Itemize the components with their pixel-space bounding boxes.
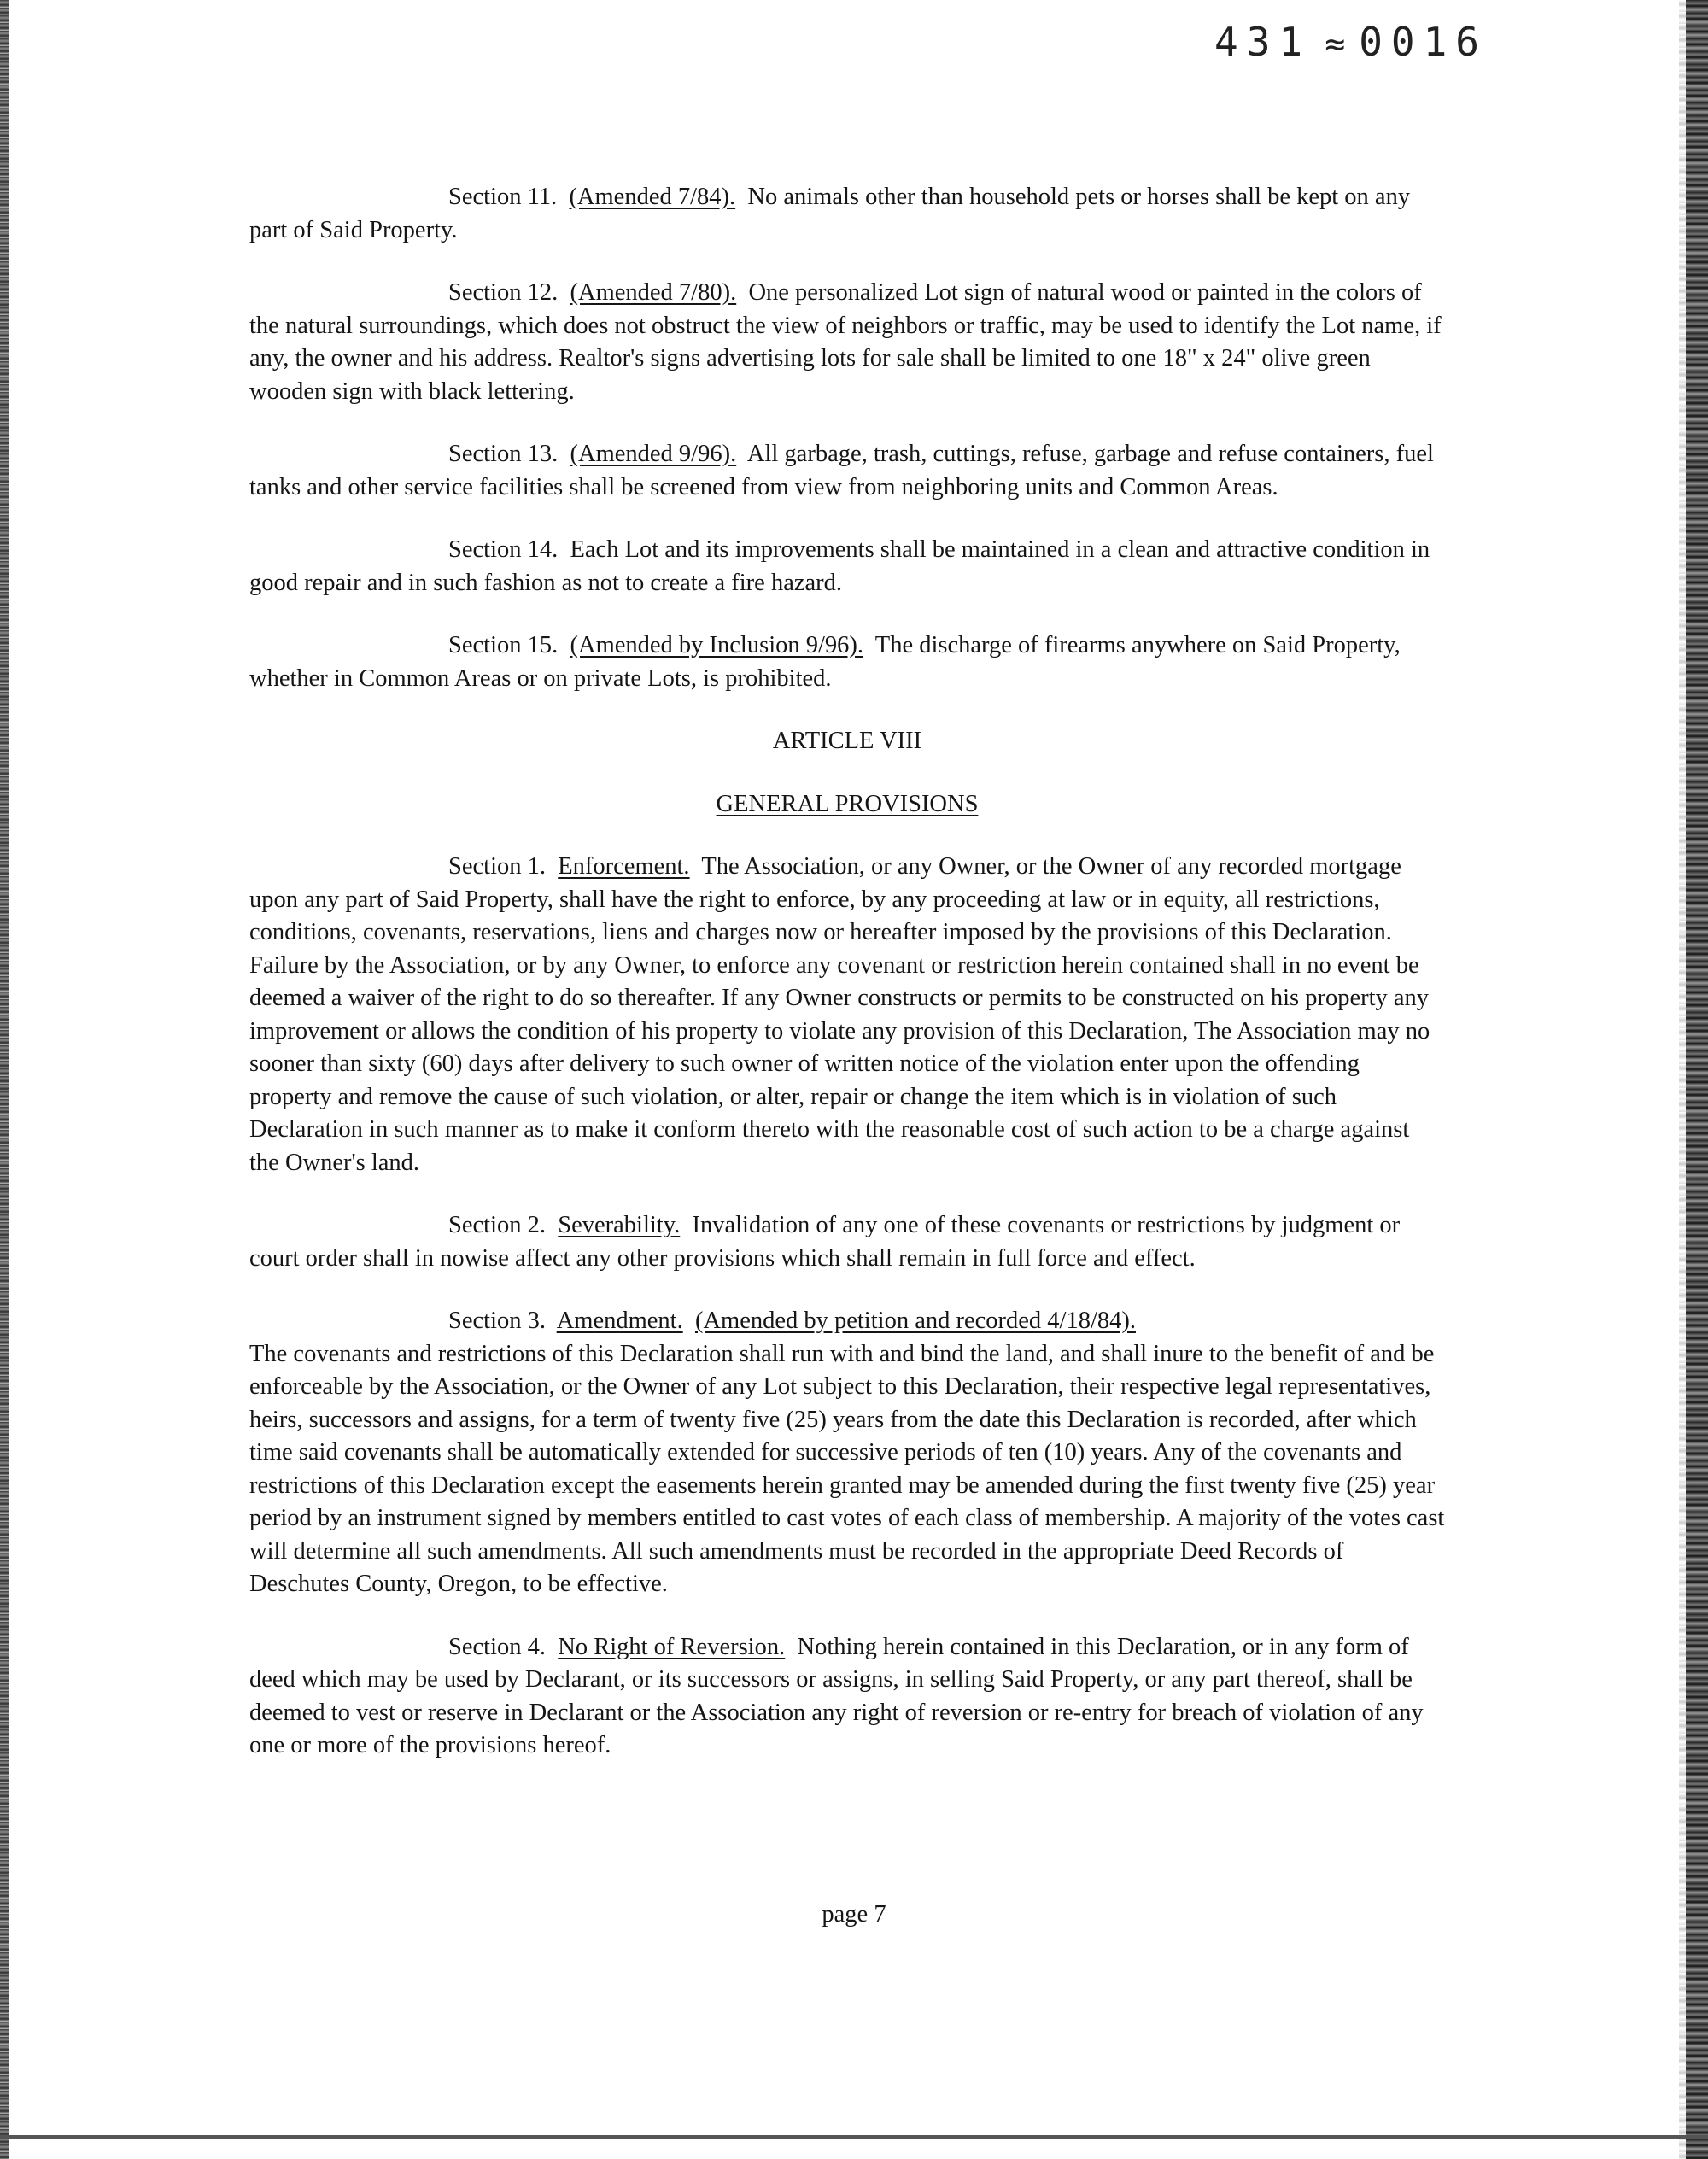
scan-edge-right [1686, 0, 1708, 2159]
section-text: The discharge of firearms anywhere on Said Property, whether in Common Areas or on private Lots, is prohibited. [249, 632, 1401, 692]
amendment-tag: (Amended 7/80). [570, 279, 737, 306]
section-12 [249, 277, 1445, 408]
section-label: Section 11. [448, 184, 558, 210]
article-title: ARTICLE VIII [772, 728, 922, 754]
section-label: Section 1. [448, 853, 546, 880]
section-text: No animals other than household pets or horses shall be kept on any part of Said Property. [249, 184, 1411, 243]
article-section-3 [249, 1305, 1445, 1601]
document-body [249, 181, 1445, 1763]
section-heading: Severability. [558, 1212, 681, 1238]
section-label: Section 3. [448, 1308, 546, 1334]
section-text: One personalized Lot sign of natural wood or painted in the colors of the natural surroundings, which does not obstruct the view of neighbors or traffic, may be used to identify the Lot name, if any, the owner and his address. Realtor's signs advertising lots for sale shall be limited to one 18" x 24" olive green wooden sign with black lettering. [249, 279, 1442, 405]
section-text: The Association, or any Owner, or the Owner of any recorded mortgage upon any part of Said Property, shall have the right to enforce, by any proceeding at law or in equity, all restrictions, conditions, covenants, reservations, liens and charges now or hereafter imposed by the provisions of this Declaration. Failure by the Association, or by any Owner, to enforce any covenant or restriction herein contained shall in no event be deemed a waiver of the right to do so thereafter. If any Owner constructs or permits to be constructed on his property any improvement or allows the condition of his property to violate any provision of this Declaration, The Association may no sooner than sixty (60) days after delivery to such owner of written notice of the violation enter upon the offending property and remove the cause of such violation, or alter, repair or change the item which is in violation of such Declaration in such manner as to make it conform thereto with the reasonable cost of such action to be a charge against the Owner's land. [249, 853, 1430, 1176]
section-text: Invalidation of any one of these covenants or restrictions by judgment or court order shall in nowise affect any other provisions which shall remain in full force and effect. [249, 1212, 1401, 1272]
amendment-tag: (Amended by petition and recorded 4/18/84). [694, 1308, 1136, 1334]
article-section-4 [249, 1631, 1445, 1763]
article-section-1 [249, 851, 1445, 1179]
article-subtitle: GENERAL PROVISIONS [716, 790, 979, 817]
recording-stamp [1214, 19, 1488, 65]
amendment-tag: (Amended by Inclusion 9/96). [570, 632, 864, 658]
section-text: Nothing herein contained in this Declaration, or in any form of deed which may be used by Declarant, or its successors or assigns, in selling Said Property, or any part thereof, shall be deemed to vest or reserve in Declarant or the Association any right of reversion or re-entry for breach of violation of any one or more of the provisions hereof. [249, 1633, 1424, 1758]
scan-edge-left [0, 0, 9, 2159]
section-label: Section 2. [448, 1212, 546, 1238]
section-heading: Enforcement. [558, 853, 690, 880]
section-13 [249, 438, 1445, 504]
stamp-page-number: 0016 [1359, 19, 1488, 65]
section-text: The covenants and restrictions of this Declaration shall run with and bind the land, and shall inure to the benefit of and be enforceable by the Association, or the Owner of any Lot subject to this Declaration, their respective legal representatives, heirs, successors and assigns, for a term of twenty five (25) years from the date this Declaration is recorded, after which time said covenants shall be automatically extended for successive periods of ten (10) years. Any of the covenants and restrictions of this Declaration except the easements herein granted may be amended during the first twenty five (25) year period by an instrument signed by members entitled to cast votes of each class of membership. A majority of the votes cast will determine all such amendments. All such amendments must be recorded in the appropriate Deed Records of Deschutes County, Oregon, to be effective. [249, 1340, 1445, 1597]
amendment-tag: (Amended 7/84). [569, 184, 736, 210]
scan-edge-right-inner [1679, 0, 1686, 2159]
section-text: All garbage, trash, cuttings, refuse, garbage and refuse containers, fuel tanks and other service facilities shall be screened from view from neighboring units and Common Areas. [249, 441, 1434, 500]
section-label: Section 14. [448, 536, 559, 563]
stamp-book-number: 431 [1214, 19, 1312, 65]
scan-bottom-rule [0, 2135, 1708, 2139]
amendment-tag: (Amended 9/96). [570, 441, 737, 467]
section-label: Section 12. [448, 279, 559, 306]
stamp-separator: ≈ [1325, 25, 1346, 64]
section-14 [249, 534, 1445, 600]
section-label: Section 4. [448, 1633, 546, 1660]
page-number: page 7 [822, 1901, 886, 1928]
section-11 [249, 181, 1445, 247]
section-15 [249, 629, 1445, 695]
section-text: Each Lot and its improvements shall be maintained in a clean and attractive condition in good repair and in such fashion as not to create a fire hazard. [249, 536, 1430, 596]
section-label: Section 13. [448, 441, 559, 467]
article-section-2 [249, 1209, 1445, 1275]
section-heading: Amendment. [556, 1308, 683, 1334]
section-label: Section 15. [448, 632, 559, 658]
section-heading: No Right of Reversion. [558, 1633, 786, 1660]
